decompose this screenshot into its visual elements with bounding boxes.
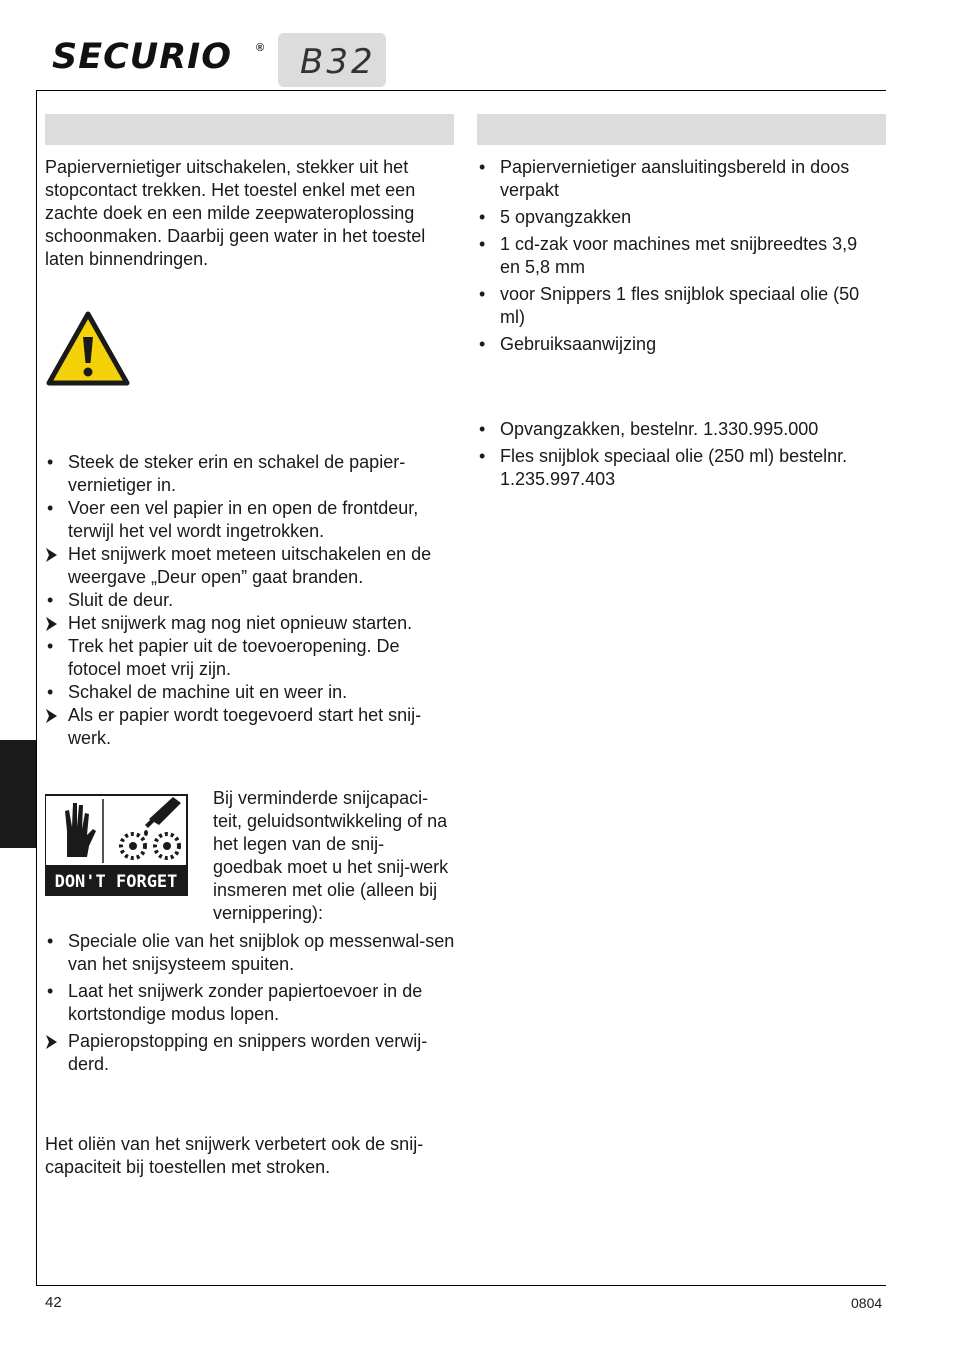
model-badge [278,33,386,87]
bullet-icon: • [47,452,54,472]
right-section-header-bar [477,114,886,145]
bullet-icon: • [47,636,54,656]
bullet-icon: • [479,284,486,304]
list-item [477,283,877,329]
bullet-icon: • [479,334,486,354]
list-item-text: Fles snijblok speciaal olie (250 ml) bestelnr. 1.235.997.403 [500,446,848,489]
registered-mark: ® [256,42,265,54]
list-item [477,333,877,356]
list-item [477,445,877,491]
list-item-text: Het snijwerk moet meteen uitschakelen en de weergave „Deur open” gaat branden. [68,544,432,587]
list-item-text: Sluit de deur. [68,590,174,610]
result-step [45,543,455,589]
frame-left-rule [36,90,37,1286]
delivery-list [477,156,877,356]
list-item-text: voor Snippers 1 fles snijblok speciaal olie (50 ml) [500,284,860,327]
list-item [45,635,455,681]
list-item [477,233,877,279]
bullet-icon: • [479,234,486,254]
list-item-text: Papiervernietiger aansluitingsbereld in doos verpakt [500,157,850,200]
list-item [477,156,877,202]
cleaning-text: Papiervernietiger uitschakelen, stekker uit het stopcontact trekken. Het toestel enkel met een zachte doek en een milde zeepwateroplossing schoonmaken. Daarbij geen water in het toestel laten binnendringen. [45,157,426,269]
brand-name: SECURIO [52,37,232,77]
list-item-text: 5 opvangzakken [500,207,632,227]
frame-top-rule [36,90,886,91]
dont-forget-label: DON'T FORGET [54,872,178,892]
list-item [477,206,877,229]
list-item [45,497,455,543]
oil-note-text: Het oliën van het snijwerk verbetert ook de snij-capaciteit bij toestellen met stroken. [45,1134,424,1177]
list-item [45,589,455,612]
bullet-icon: • [479,446,486,466]
list-item [477,418,877,441]
oil-intro-text: Bij verminderde snijcapaci-teit, geluidsontwikkeling of na het legen van de snij-goedbak moet u het snij-werk insmeren met olie (alleen bij vernippering): [213,788,449,923]
list-item-text: Voer een vel papier in en open de frontdeur, terwijl het vel wordt ingetrokken. [68,498,419,541]
list-item-text: Speciale olie van het snijblok op messenwal-sen van het snijsysteem spuiten. [68,931,455,974]
list-item [45,930,455,976]
dont-forget-oil-icon [45,791,188,896]
list-item-text: Opvangzakken, bestelnr. 1.330.995.000 [500,419,819,439]
list-item-text: Trek het papier uit de toevoeropening. De fotocel moet vrij zijn. [68,636,400,679]
result-step [45,612,455,635]
brand-logo [52,37,265,77]
model-name: B32 [300,42,376,82]
list-item [45,980,455,1026]
bullet-icon: • [47,682,54,702]
list-item-text: Gebruiksaanwijzing [500,334,657,354]
left-section-header-bar [45,114,454,145]
result-step [45,1030,455,1076]
bullet-icon: • [47,498,54,518]
oil-steps-list [45,930,455,1076]
bullet-icon: • [47,981,54,1001]
list-item-text: Het snijwerk mag nog niet opnieuw starten. [68,613,413,633]
accessory-list [477,418,877,491]
list-item-text: Steek de steker erin en schakel de papier-vernietiger in. [68,452,406,495]
bullet-icon: • [47,590,54,610]
list-item [45,681,455,704]
list-item [45,451,455,497]
frame-bottom-rule [36,1285,886,1286]
bullet-icon: • [479,419,486,439]
bullet-icon: • [479,207,486,227]
list-item-text: Schakel de machine uit en weer in. [68,682,348,702]
doc-code: 0804 [851,1295,883,1311]
list-item-text: Laat het snijwerk zonder papiertoevoer in de kortstondige modus lopen. [68,981,423,1024]
warning-icon [46,311,130,386]
page-number: 42 [45,1294,62,1311]
bullet-icon: • [47,931,54,951]
list-item-text: Papieropstopping en snippers worden verwij-derd. [68,1031,428,1074]
bullet-icon: • [479,157,486,177]
list-item-text: Als er papier wordt toegevoerd start het snij-werk. [68,705,422,748]
safety-steps-list [45,451,455,750]
language-tab-marker [0,740,36,848]
list-item-text: 1 cd-zak voor machines met snijbreedtes 3,9 en 5,8 mm [500,234,858,277]
result-step [45,704,455,750]
